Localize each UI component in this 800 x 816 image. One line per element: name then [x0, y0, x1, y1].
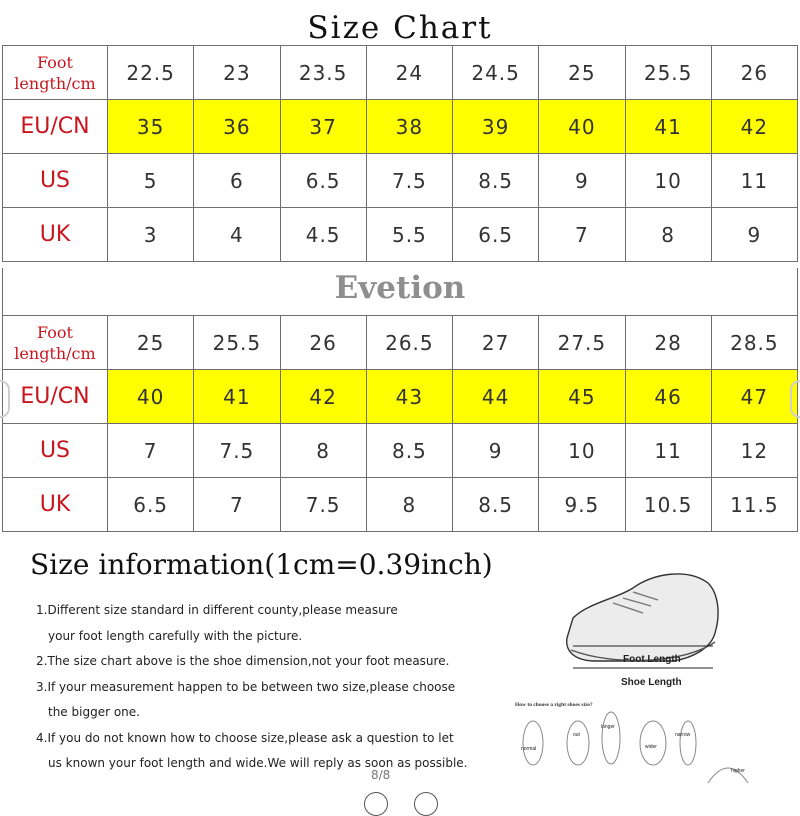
- table-cell: 8.5: [366, 424, 452, 478]
- table-row: [3, 424, 798, 478]
- info-line: your foot length carefully with the picture.: [48, 628, 303, 643]
- table-cell: 8.5: [453, 154, 539, 208]
- table-cell: 26: [711, 46, 797, 100]
- table-cell: 25.5: [625, 46, 711, 100]
- shoe-length-label: Shoe Length: [621, 677, 682, 688]
- foot-measure-diagram: [493, 558, 793, 793]
- table-cell: 27: [453, 316, 539, 370]
- row-header: Foot length/cm: [3, 316, 108, 370]
- table-row: [3, 478, 798, 532]
- table-cell: 9.5: [539, 478, 625, 532]
- size-chart-title: Size Chart: [307, 10, 493, 46]
- table-cell: 42: [711, 100, 797, 154]
- table-cell: 42: [280, 370, 366, 424]
- info-line: 2.The size chart above is the shoe dimension,not your foot measure.: [36, 654, 450, 668]
- table-cell: 23: [194, 46, 280, 100]
- table-cell: 5.5: [366, 208, 452, 262]
- table-row: [3, 154, 798, 208]
- table-cell: 8: [280, 424, 366, 478]
- table-cell: 37: [280, 100, 366, 154]
- size-info-list: [36, 598, 476, 777]
- size-info-heading: Size information(1cm=0.39inch): [30, 548, 493, 581]
- foot-length-label: Foot Length: [623, 654, 681, 665]
- table-cell: 24: [366, 46, 452, 100]
- table-cell: 40: [539, 100, 625, 154]
- table-row: [3, 100, 798, 154]
- info-line: us known your foot length and wide.We will reply as soon as possible.: [48, 756, 468, 770]
- row-header: UK: [3, 208, 108, 262]
- table-cell: 6: [194, 154, 280, 208]
- table-cell: 23.5: [280, 46, 366, 100]
- table-cell: 22.5: [108, 46, 194, 100]
- table-cell: 43: [366, 370, 452, 424]
- table-cell: 7: [108, 424, 194, 478]
- table-cell: 7.5: [194, 424, 280, 478]
- table-cell: 11.5: [711, 478, 797, 532]
- table-cell: 44: [453, 370, 539, 424]
- table-cell: 8: [625, 208, 711, 262]
- table-cell: 9: [453, 424, 539, 478]
- table-cell: 4: [194, 208, 280, 262]
- table-cell: 10.5: [625, 478, 711, 532]
- table-cell: 9: [711, 208, 797, 262]
- table-cell: 35: [108, 100, 194, 154]
- foot-type-label: higher: [731, 768, 745, 774]
- foot-type-label: narrow: [675, 732, 691, 738]
- carousel-next-button[interactable]: [414, 792, 438, 816]
- table-cell: 25.5: [194, 316, 280, 370]
- table-cell: 7: [539, 208, 625, 262]
- table-cell: 8.5: [453, 478, 539, 532]
- table-row: [3, 208, 798, 262]
- foot-type-label: out: [573, 732, 580, 738]
- table-row: [3, 316, 798, 370]
- row-header: EU/CN: [3, 100, 108, 154]
- next-image-arrow[interactable]: [790, 380, 800, 418]
- choose-size-label: How to choose a right shoes size?: [515, 702, 593, 708]
- table-cell: 25: [539, 46, 625, 100]
- table-cell: 7: [194, 478, 280, 532]
- table-cell: 3: [108, 208, 194, 262]
- shoe-illustration: [567, 574, 718, 661]
- table-cell: 28.5: [711, 316, 797, 370]
- table-cell: 7.5: [280, 478, 366, 532]
- info-line: 3.If your measurement happen to be between two size,please choose: [36, 679, 456, 694]
- table-cell: 6.5: [280, 154, 366, 208]
- size-table-1: [2, 45, 798, 262]
- table-cell: 39: [453, 100, 539, 154]
- info-line: 4.If you do not known how to choose size,please ask a question to let: [36, 730, 454, 745]
- table-cell: 10: [625, 154, 711, 208]
- table-cell: 41: [194, 370, 280, 424]
- row-header: UK: [3, 478, 108, 532]
- table-cell: 11: [711, 154, 797, 208]
- table-cell: 8: [366, 478, 452, 532]
- table-cell: 5: [108, 154, 194, 208]
- row-header: EU/CN: [3, 370, 108, 424]
- foot-outlines: [523, 712, 748, 783]
- table-cell: 6.5: [108, 478, 194, 532]
- brand-name: Evetion: [334, 270, 466, 306]
- size-table-2: [2, 315, 798, 532]
- table-cell: 41: [625, 100, 711, 154]
- table-cell: 9: [539, 154, 625, 208]
- table-cell: 27.5: [539, 316, 625, 370]
- table-cell: 36: [194, 100, 280, 154]
- table-cell: 10: [539, 424, 625, 478]
- prev-image-arrow[interactable]: [0, 380, 10, 418]
- info-line: the bigger one.: [48, 705, 140, 719]
- table-cell: 38: [366, 100, 452, 154]
- foot-type-label: wider: [645, 744, 657, 750]
- table-cell: 47: [711, 370, 797, 424]
- table-cell: 4.5: [280, 208, 366, 262]
- table-cell: 40: [108, 370, 194, 424]
- carousel-prev-button[interactable]: [364, 792, 388, 816]
- table-row: [3, 370, 798, 424]
- table-cell: 45: [539, 370, 625, 424]
- table-cell: 12: [711, 424, 797, 478]
- table-cell: 46: [625, 370, 711, 424]
- table-cell: 11: [625, 424, 711, 478]
- table-cell: 6.5: [453, 208, 539, 262]
- row-header: US: [3, 424, 108, 478]
- table-cell: 26.5: [366, 316, 452, 370]
- table-cell: 24.5: [453, 46, 539, 100]
- table-row: [3, 46, 798, 100]
- table-cell: 28: [625, 316, 711, 370]
- foot-type-label: normal: [521, 746, 537, 752]
- table-cell: 26: [280, 316, 366, 370]
- foot-type-label: longer: [601, 724, 615, 730]
- row-header: Foot length/cm: [3, 46, 108, 100]
- table-cell: 25: [108, 316, 194, 370]
- info-line: 1.Different size standard in different county,please measure: [36, 603, 398, 617]
- table-cell: 7.5: [366, 154, 452, 208]
- page-indicator: 8/8: [371, 768, 391, 782]
- row-header: US: [3, 154, 108, 208]
